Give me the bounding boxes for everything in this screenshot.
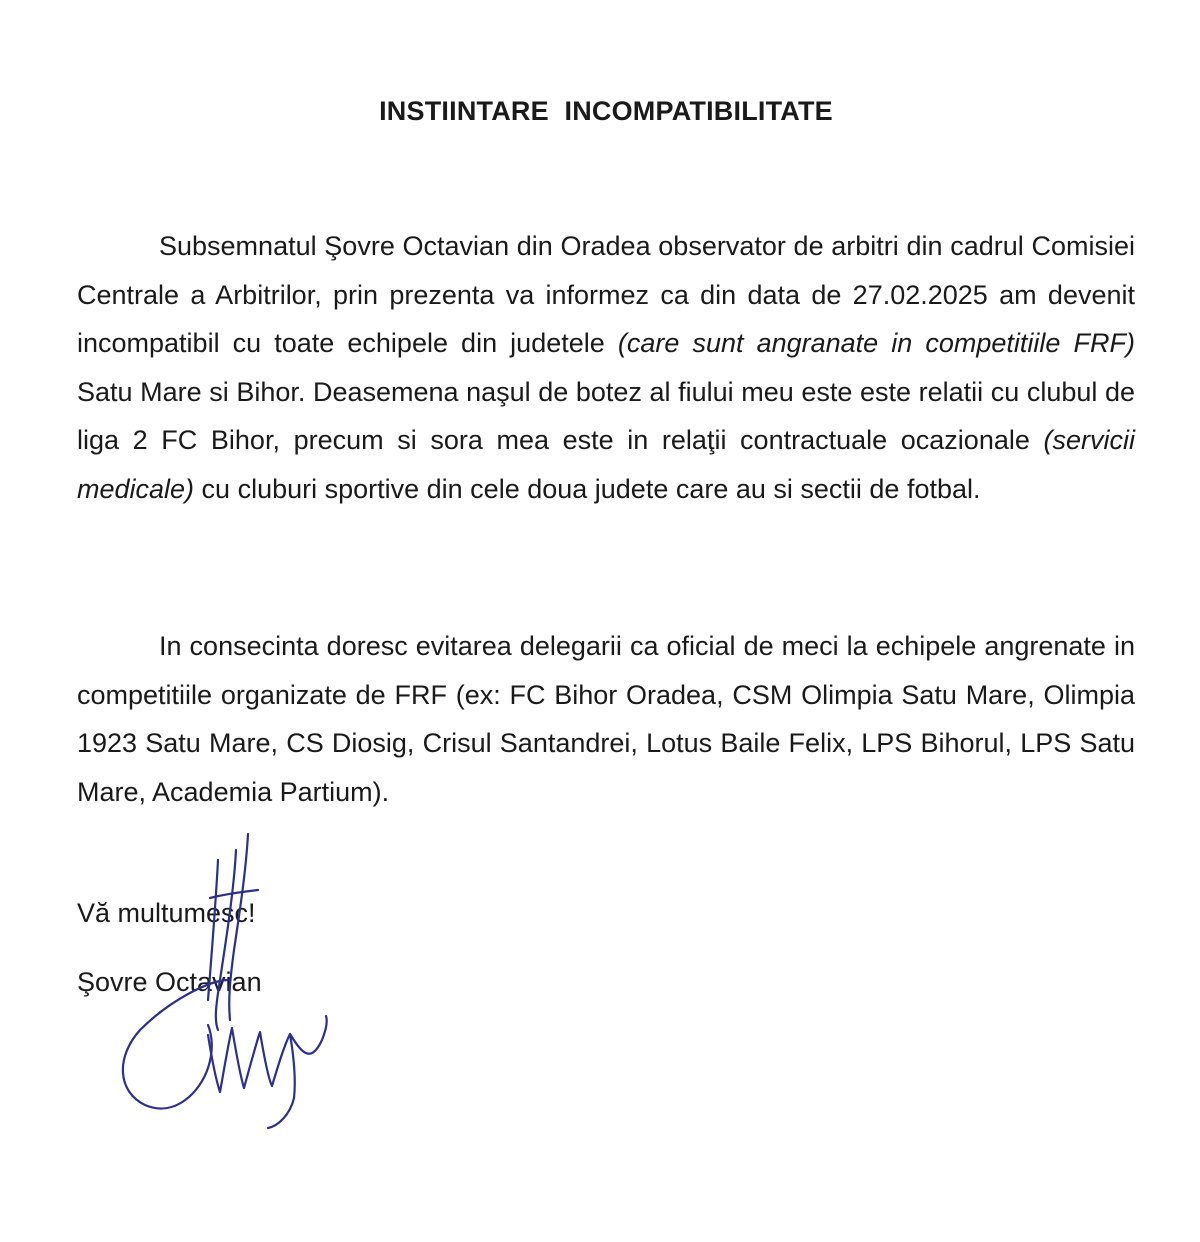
- body-paragraph-2: In consecinta doresc evitarea delegarii ca oficial de meci la echipele angrenate in competitiile organizate de FRF (ex: FC Bihor Oradea, CSM Olimpia Satu Mare, Olimpia 1923 Satu Mare, CS Diosig, Crisul Santandrei, Lotus Baile Felix, LPS Bihorul, LPS Satu Mare, Academia Partium).: [77, 631, 1135, 807]
- signer-name: Şovre Octavian: [77, 967, 262, 997]
- paragraph-1-text-b: Satu Mare si Bihor. Deasemena naşul de botez al fiului meu este este relatii cu clubul de liga 2 FC Bihor, precum si sora mea este in relaţii contractuale ocazionale: [77, 376, 1135, 455]
- closing-line: Vă multumesc!: [77, 898, 256, 928]
- paragraph-1-italic-a: (care sunt angranate in competitiile FRF): [617, 328, 1135, 358]
- paragraph-1-italic-b: (servicii medicale): [77, 425, 1135, 504]
- paragraph-1-text-c: cu cluburi sportive din cele doua judete care au si sectii de fotbal.: [194, 473, 981, 504]
- document-title: INSTIINTARE INCOMPATIBILITATE: [379, 96, 833, 126]
- body-paragraph-1: [77, 222, 1135, 513]
- paragraph-1-text-a: Subsemnatul Şovre Octavian din Oradea observator de arbitri din cadrul Comisiei Centrale a Arbitrilor, prin prezenta va informez ca din data de 27.02.2025 am devenit incompatibil cu toate echipele din judetele: [77, 231, 1135, 358]
